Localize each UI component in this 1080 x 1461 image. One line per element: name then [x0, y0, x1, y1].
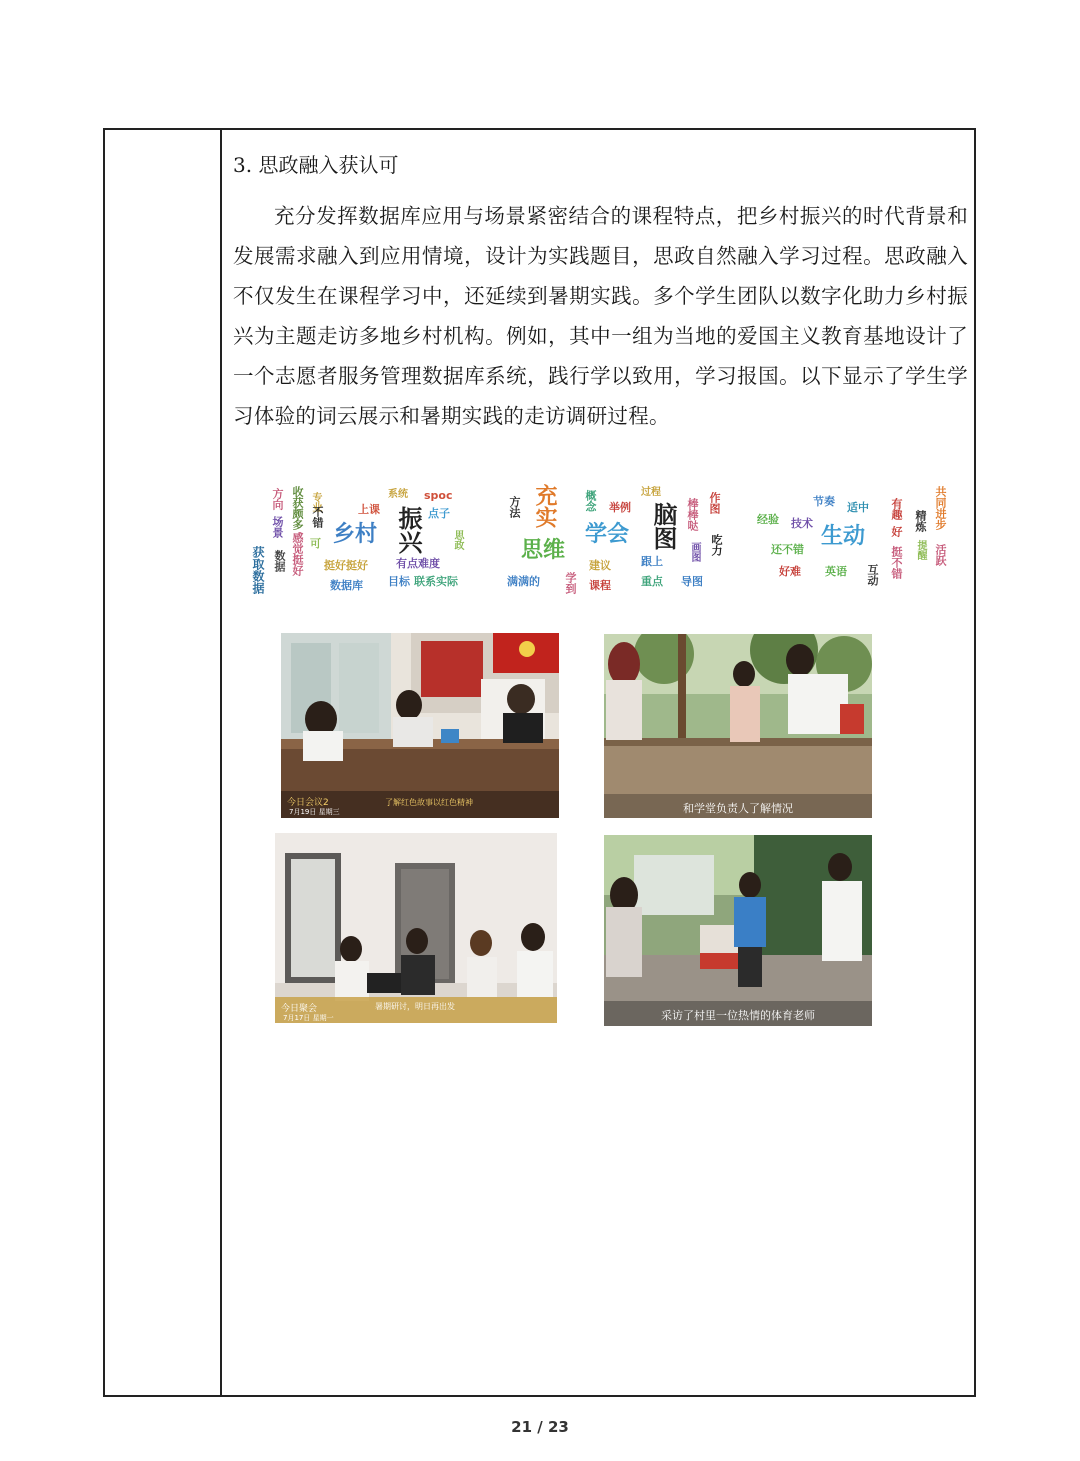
- section-heading: 3. 思政融入获认可: [233, 153, 399, 177]
- word-cloud-2: [505, 484, 733, 596]
- wc-word: 画图: [689, 542, 700, 562]
- wc-word: 学到: [564, 572, 577, 594]
- wc-word: 不错: [311, 506, 324, 528]
- wc-word: 振兴: [394, 506, 422, 554]
- wc-word: 系统: [388, 489, 408, 500]
- wc-word: 重点: [641, 575, 663, 588]
- photo-meeting-red-room: [281, 633, 559, 818]
- wc-word: 有点难度: [396, 557, 440, 570]
- section-paragraph: 充分发挥数据库应用与场景紧密结合的课程特点，把乡村振兴的时代背景和发展需求融入到应用情境，设计为实践题目，思政自然融入学习过程。思政融入不仅发生在课程学习中，还延续到暑期实践。多个学生团队以数字化助力乡村振兴为主题走访多地乡村机构。例如，其中一组为当地的爱国主义教育基地设计了一个志愿者服务管理数据库系统，践行学以致用，学习报国。以下显示了学生学习体验的词云展示和暑期实践的走访调研过程。: [233, 204, 968, 428]
- wc-word: 吃力: [710, 534, 723, 556]
- wc-word: 建议: [589, 559, 611, 572]
- wc-word: 好: [890, 526, 903, 537]
- photo-interview-courtyard: [604, 634, 872, 818]
- word-cloud-3: [755, 484, 955, 596]
- page-number: 21 / 23: [511, 1418, 569, 1436]
- wc-word: 课程: [589, 579, 611, 592]
- wc-word: 好难: [779, 565, 801, 578]
- photo-caption-date: 7月17日 星期一: [283, 1014, 334, 1022]
- wc-word: 脑图: [649, 502, 677, 550]
- wc-word: 方法: [508, 496, 521, 518]
- wc-word: 技术: [791, 517, 813, 530]
- wc-word: 思维: [521, 538, 566, 563]
- column-divider: [220, 130, 222, 1395]
- section-content: [233, 150, 968, 436]
- wc-word: 提醒: [915, 540, 926, 560]
- wc-word: 举例: [609, 501, 631, 514]
- wc-word: 目标: [388, 575, 410, 588]
- wc-word: 场景: [271, 516, 284, 538]
- wc-word: 方向: [271, 488, 284, 510]
- wc-word: 精炼: [914, 510, 927, 532]
- wc-word: 挺好挺好: [324, 559, 368, 572]
- photo-caption-left: 今日聚会: [281, 1004, 318, 1014]
- wc-word: 跟上: [641, 555, 663, 568]
- photo-caption-right: 暑期研讨，明日再出发: [375, 1002, 455, 1011]
- photo-caption-date: 7月19日 星期三: [289, 808, 340, 816]
- wc-word: 活跃: [934, 544, 947, 566]
- wc-word: 导图: [681, 575, 703, 588]
- wc-word: 获取数据: [251, 546, 265, 594]
- wc-word: 思政: [452, 530, 463, 550]
- wc-word: 还不错: [771, 543, 804, 556]
- wc-word: 满满的: [507, 575, 540, 588]
- wc-word: 可: [310, 537, 321, 550]
- wc-word: 挺不错: [890, 546, 903, 579]
- wc-word: 数据: [273, 550, 286, 572]
- wc-word: 互动: [866, 564, 879, 586]
- wc-word: 联系实际: [414, 575, 458, 588]
- wc-word: 感觉挺好: [291, 532, 304, 576]
- wc-word: 英语: [825, 565, 847, 578]
- photo-caption: 采访了村里一位热情的体育老师: [661, 1009, 815, 1022]
- wc-word: 过程: [641, 487, 661, 498]
- wc-word: 作图: [708, 492, 721, 514]
- wc-word: 节奏: [813, 495, 835, 508]
- photo-caption: 和学堂负责人了解情况: [683, 802, 793, 815]
- wc-word: 充实: [532, 484, 557, 528]
- wc-word: 学会: [585, 522, 630, 547]
- wc-word: 有趣: [890, 498, 903, 520]
- wc-word: 乡村: [333, 522, 378, 547]
- photo-village-teacher: [604, 835, 872, 1026]
- wc-word: 收获颇多: [291, 486, 304, 530]
- word-cloud-1: [246, 484, 468, 596]
- wc-word: 上课: [358, 503, 380, 516]
- wc-word: 经验: [757, 513, 779, 526]
- photo-caption-left: 今日会议2: [287, 798, 329, 808]
- wc-word: 生动: [821, 524, 866, 549]
- wc-word: 专业: [310, 492, 321, 512]
- wc-word: 棒棒哒: [686, 498, 699, 531]
- wc-word: 概念: [584, 490, 597, 512]
- wc-word: spoc: [424, 489, 453, 502]
- wc-word: 共同进步: [934, 486, 947, 530]
- wc-word: 点子: [428, 507, 450, 520]
- photo-caption-right: 了解红色故事以红色精神: [385, 798, 473, 807]
- wc-word: 适中: [847, 501, 869, 514]
- photo-group-office: [275, 833, 557, 1023]
- wc-word: 数据库: [330, 579, 363, 592]
